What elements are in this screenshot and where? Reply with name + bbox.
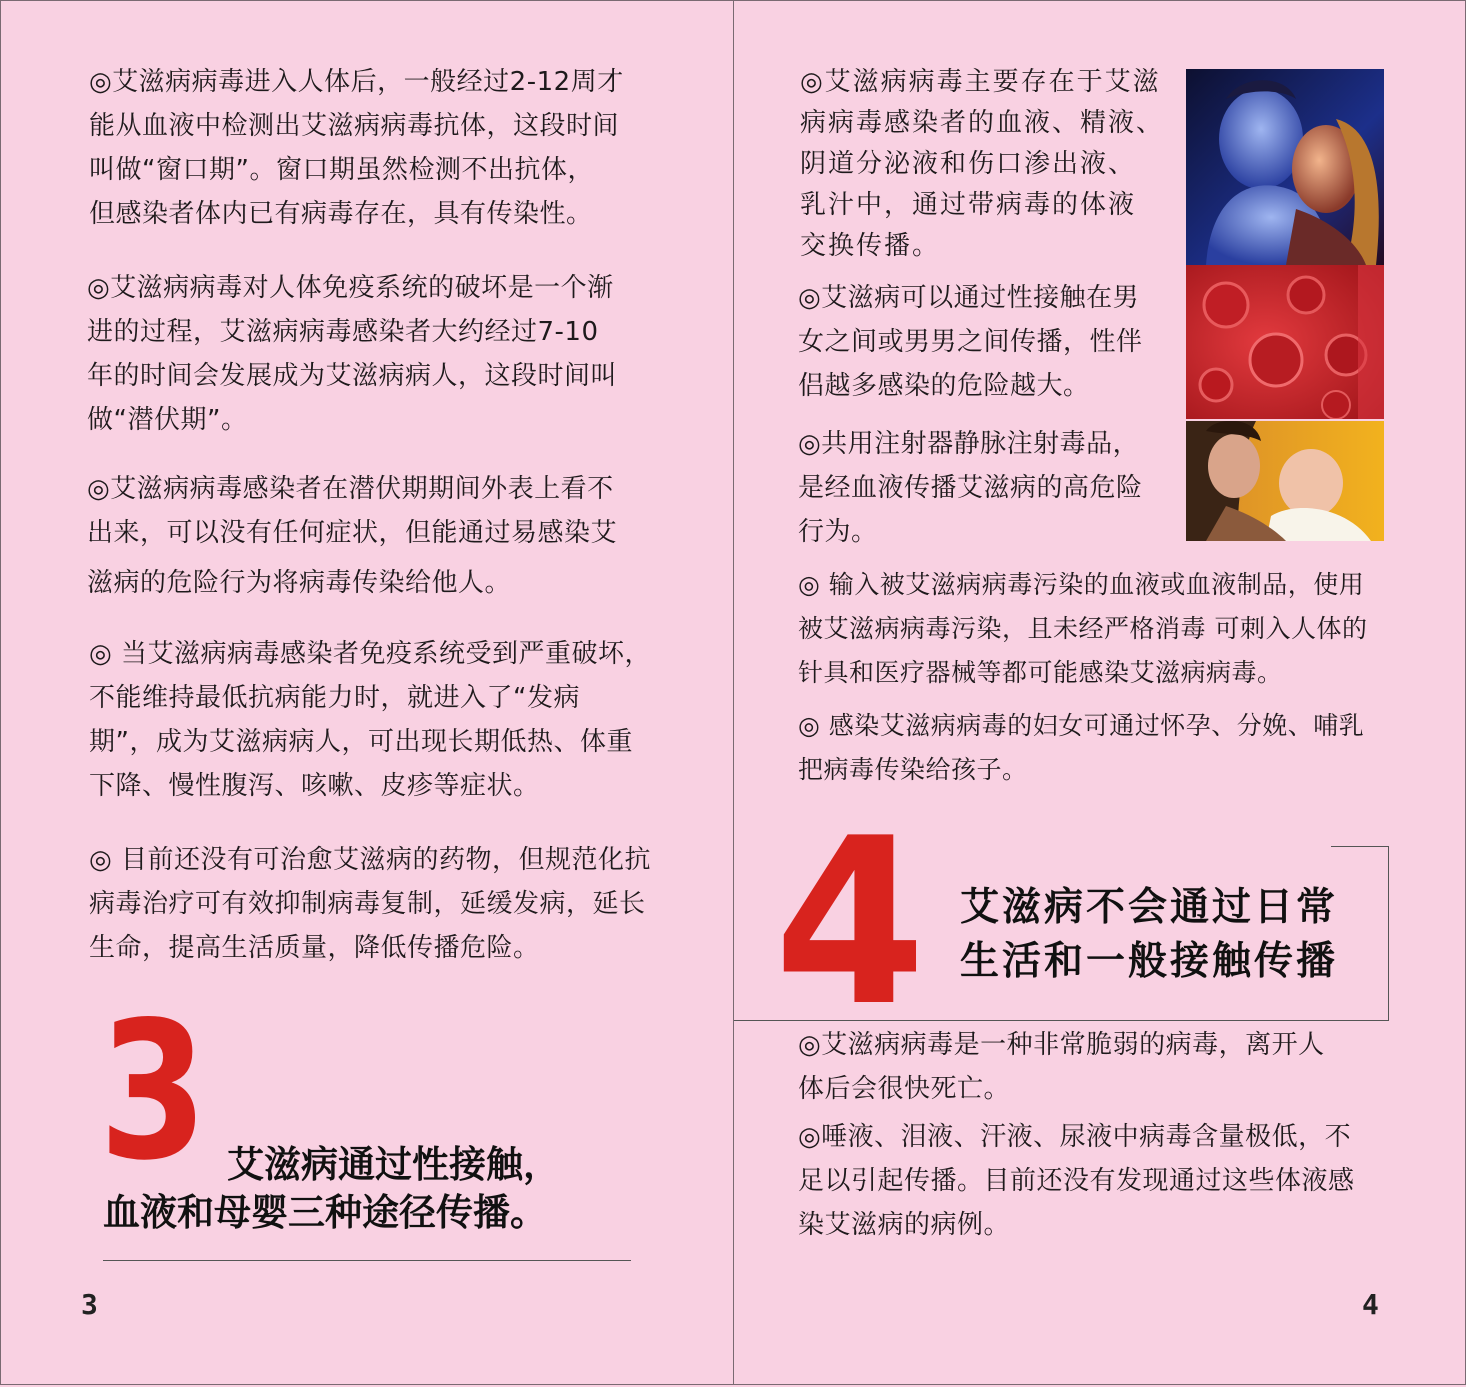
- paragraph-treatment: [89, 838, 651, 970]
- paragraph-window-period: [89, 60, 624, 236]
- text-line: ◎艾滋病病毒是一种非常脆弱的病毒，离开人: [798, 1030, 1325, 1060]
- text-line: 生命，提高生活质量，降低传播危险。: [89, 933, 540, 963]
- paragraph-sexual-transmission: [798, 276, 1143, 408]
- paragraph-injection-drugs: [798, 422, 1143, 554]
- section-heading-4: [960, 881, 1338, 989]
- text-line: ◎艾滋病病毒对人体免疫系统的破坏是一个渐: [87, 273, 614, 303]
- page-number: 3: [81, 1288, 98, 1321]
- text-line: 出来，可以没有任何症状，但能通过易感染艾: [87, 518, 618, 548]
- text-line: 行为。: [798, 517, 878, 547]
- text-line: 但感染者体内已有病毒存在，具有传染性。: [89, 199, 593, 229]
- text-line: 染艾滋病的病例。: [798, 1210, 1011, 1240]
- text-line: ◎艾滋病可以通过性接触在男: [798, 283, 1140, 313]
- paragraph-mother-to-child: [798, 704, 1364, 792]
- text-line: 能从血液中检测出艾滋病病毒抗体，这段时间: [89, 111, 620, 141]
- mother-and-baby-photo: [1186, 421, 1384, 541]
- heading-line: 艾滋病不会通过日常: [960, 885, 1339, 930]
- text-line: 足以引起传播。目前还没有发现通过这些体液感: [798, 1166, 1355, 1196]
- text-line: ◎ 输入被艾滋病病毒污染的血液或血液制品，使用: [798, 570, 1365, 599]
- section-number-4: 4: [774, 790, 927, 1057]
- text-line: ◎共用注射器静脉注射毒品，: [798, 429, 1140, 459]
- text-line: 阴道分泌液和伤口渗出液、: [800, 149, 1137, 179]
- text-line: ◎ 感染艾滋病病毒的妇女可通过怀孕、分娩、哺乳: [798, 711, 1365, 740]
- paragraph-body-fluids: [798, 1115, 1355, 1247]
- text-line: ◎艾滋病病毒主要存在于艾滋: [800, 67, 1161, 97]
- section-heading-box-top: [1331, 846, 1389, 847]
- right-page: [733, 0, 1466, 1385]
- text-line: 侣越多感染的危险越大。: [798, 371, 1090, 401]
- text-line: 做“潜伏期”。: [87, 405, 248, 435]
- text-line: ◎ 目前还没有可治愈艾滋病的药物，但规范化抗: [89, 845, 651, 875]
- divider-line: [103, 1260, 631, 1261]
- paragraph-no-symptoms: [87, 467, 617, 605]
- text-line: 病毒治疗可有效抑制病毒复制，延缓发病，延长: [89, 889, 646, 919]
- section-number-3: 3: [99, 981, 208, 1202]
- heading-line: 血液和母婴三种途径传播。: [103, 1191, 547, 1234]
- text-line: 病病毒感染者的血液、精液、: [800, 108, 1165, 138]
- text-line: 把病毒传染给孩子。: [798, 755, 1028, 784]
- text-line: 不能维持最低抗病能力时，就进入了“发病: [89, 683, 580, 713]
- text-line: 乳汁中，通过带病毒的体液: [800, 190, 1137, 220]
- paragraph-fragile-virus: [798, 1023, 1325, 1111]
- text-line: ◎艾滋病病毒进入人体后，一般经过2-12周才: [89, 67, 624, 97]
- couple-kissing-photo: [1186, 69, 1384, 265]
- text-line: ◎唾液、泪液、汗液、尿液中病毒含量极低，不: [798, 1122, 1352, 1152]
- text-line: 是经血液传播艾滋病的高危险: [798, 473, 1143, 503]
- text-line: 叫做“窗口期”。窗口期虽然检测不出抗体，: [89, 155, 594, 185]
- page-number: 4: [1362, 1288, 1379, 1321]
- text-line: 针具和医疗器械等都可能感染艾滋病病毒。: [798, 658, 1283, 687]
- paragraph-onset-period: [89, 632, 651, 808]
- text-line: 下降、慢性腹泻、咳嗽、皮疹等症状。: [89, 771, 540, 801]
- text-line: 年的时间会发展成为艾滋病病人，这段时间叫: [87, 361, 618, 391]
- text-line: 进的过程，艾滋病病毒感染者大约经过7-10: [87, 317, 599, 347]
- text-line: ◎ 当艾滋病病毒感染者免疫系统受到严重破坏，: [89, 639, 651, 669]
- text-line: 期”，成为艾滋病病人，可出现长期低热、体重: [89, 727, 633, 757]
- text-line: ◎艾滋病病毒感染者在潜伏期期间外表上看不: [87, 474, 614, 504]
- paragraph-latent-period: [87, 266, 617, 442]
- section-heading-3: [103, 1141, 560, 1237]
- text-line: 被艾滋病病毒污染，且未经严格消毒 可刺入人体的: [798, 614, 1368, 643]
- text-line: 体后会很快死亡。: [798, 1074, 1011, 1104]
- red-blood-cells-photo: [1186, 265, 1384, 419]
- text-line: 滋病的危险行为将病毒传染给他人。: [87, 568, 512, 598]
- heading-line: 艾滋病通过性接触，: [227, 1143, 560, 1186]
- paragraph-blood-products: [798, 563, 1367, 695]
- text-line: 女之间或男男之间传播，性伴: [798, 327, 1143, 357]
- heading-line: 生活和一般接触传播: [960, 939, 1339, 984]
- paragraph-virus-location: [800, 62, 1164, 267]
- text-line: 交换传播。: [800, 231, 941, 261]
